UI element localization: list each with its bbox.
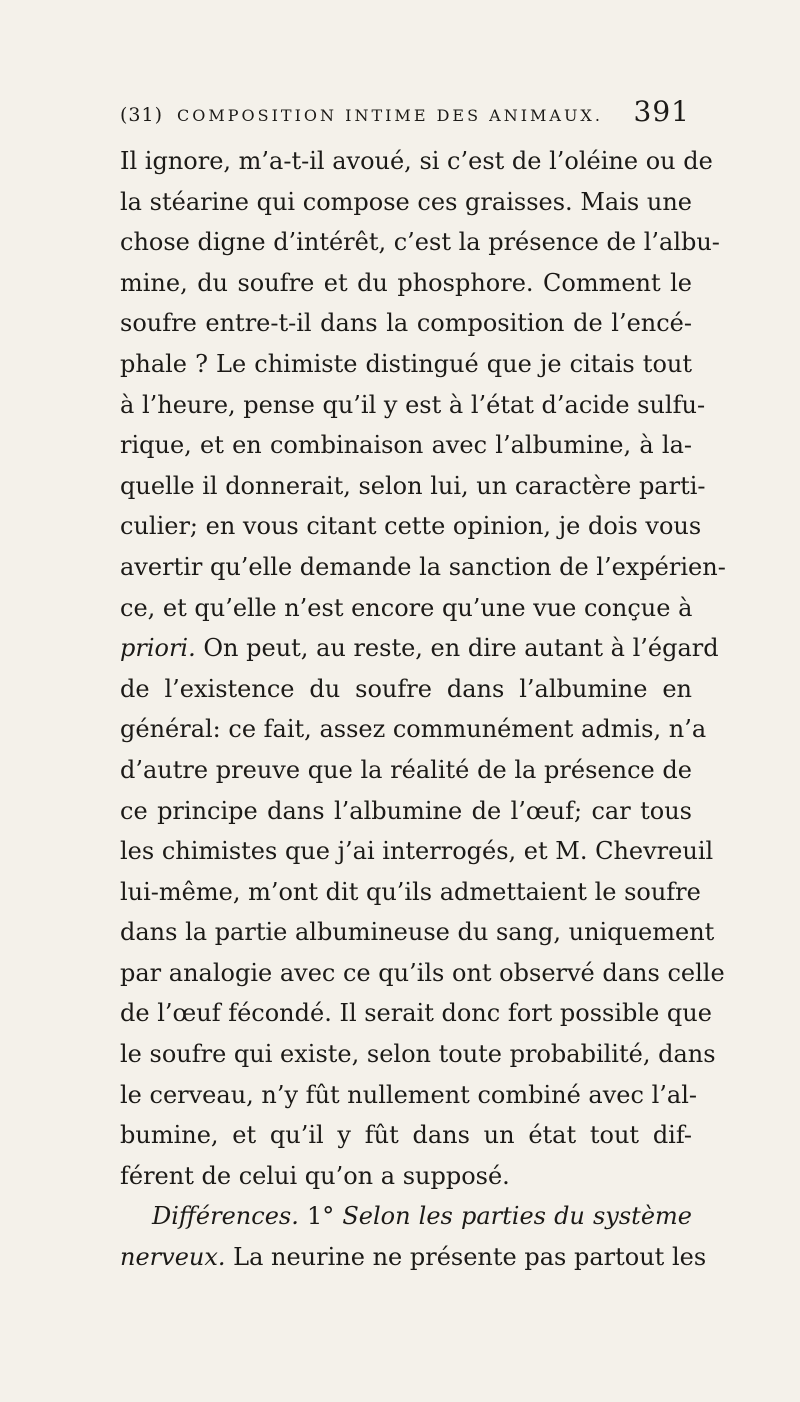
text-line: le soufre qui existe, selon toute probabilité, dans bbox=[120, 1040, 716, 1069]
text-line: par analogie avec ce qu’ils ont observé dans celle bbox=[120, 958, 725, 987]
text-line: ce principe dans l’albumine de l’œuf; car tous bbox=[120, 796, 692, 825]
text-line: avertir qu’elle demande la sanction de l’expérien- bbox=[120, 552, 726, 581]
text-line: les chimistes que j’ai interrogés, et M. Chevreuil bbox=[120, 837, 714, 866]
text-line: de l’œuf fécondé. Il serait donc fort possible que bbox=[120, 999, 712, 1028]
text-line: chose digne d’intérêt, c’est la présence de l’albu- bbox=[120, 228, 720, 257]
running-header bbox=[120, 95, 690, 135]
italic-heading: Selon les parties du système bbox=[342, 1202, 692, 1231]
text-line: à l’heure, pense qu’il y est à l’état d’acide sulfu- bbox=[120, 390, 706, 419]
text-line: mine, du soufre et du phosphore. Comment le bbox=[120, 268, 692, 297]
text-line-paragraph-end: férent de celui qu’on a supposé. bbox=[120, 1161, 510, 1190]
text-line-rest: On peut, au reste, en dire autant à l’égard bbox=[195, 634, 719, 663]
text-line: la stéarine qui compose ces graisses. Mais une bbox=[120, 187, 692, 216]
numbering: 1° bbox=[298, 1202, 343, 1231]
italic-nerveux: nerveux. bbox=[120, 1243, 226, 1272]
text-line: culier; en vous citant cette opinion, je dois vous bbox=[120, 512, 702, 541]
text-line-rest: La neurine ne présente pas partout les bbox=[225, 1243, 707, 1272]
text-line: bumine, et qu’il y fût dans un état tout dif- bbox=[120, 1121, 692, 1150]
text-line: quelle il donnerait, selon lui, un caractère parti- bbox=[120, 471, 706, 500]
text-line: dans la partie albumineuse du sang, uniquement bbox=[120, 918, 715, 947]
text-line: phale ? Le chimiste distingué que je citais tout bbox=[120, 349, 692, 378]
italic-differences: Différences. bbox=[152, 1202, 299, 1231]
text-line: le cerveau, n’y fût nullement combiné avec l’al- bbox=[120, 1080, 697, 1109]
text-line-differences bbox=[120, 1196, 692, 1237]
text-line-priori bbox=[120, 628, 719, 669]
text-line: rique, et en combinaison avec l’albumine, à la- bbox=[120, 431, 692, 460]
running-title: COMPOSITION INTIME DES ANIMAUX. bbox=[177, 106, 603, 125]
text-line: soufre entre-t-il dans la composition de l’encé- bbox=[120, 309, 692, 338]
page-number: 391 bbox=[633, 95, 690, 128]
text-line: Il ignore, m’a-t-il avoué, si c’est de l’oléine ou de bbox=[120, 147, 713, 175]
text-line: lui-même, m’ont dit qu’ils admettaient le soufre bbox=[120, 877, 701, 906]
body-text bbox=[120, 141, 726, 1278]
text-line: ce, et qu’elle n’est encore qu’une vue conçue à bbox=[120, 593, 693, 622]
text-line: d’autre preuve que la réalité de la présence de bbox=[120, 755, 692, 784]
text-line: général: ce fait, assez communément admis, n’a bbox=[120, 715, 707, 744]
section-number: (31) bbox=[120, 104, 164, 126]
italic-priori: priori. bbox=[120, 634, 196, 663]
text-line: de l’existence du soufre dans l’albumine en bbox=[120, 674, 692, 703]
text-line-nerveux bbox=[120, 1237, 707, 1278]
